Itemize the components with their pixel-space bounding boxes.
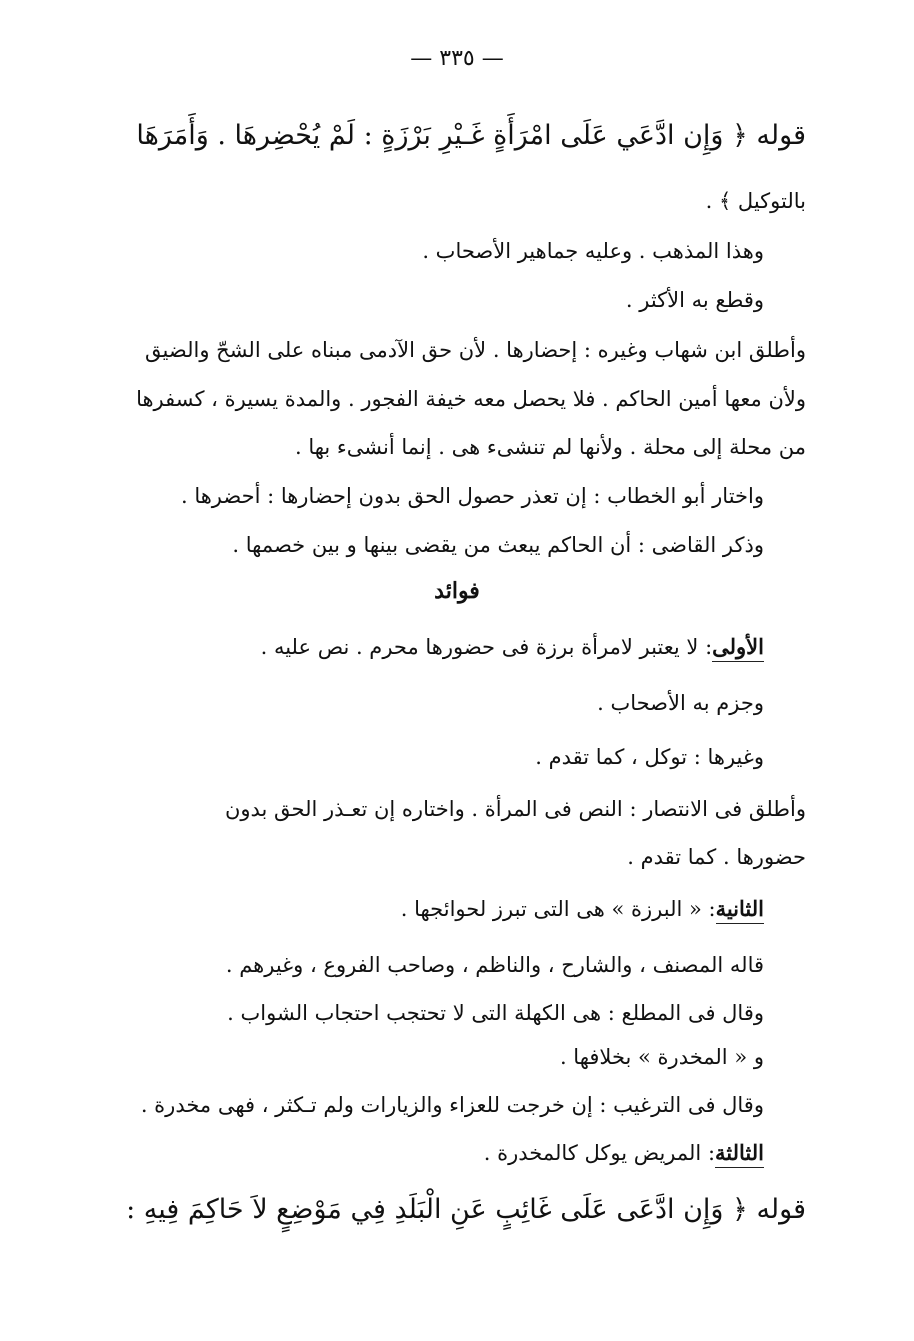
text-line [64, 894, 764, 924]
text-line [64, 632, 764, 662]
text-line: وقطع به الأكثر . [625, 288, 764, 312]
text-line: واختار أبو الخطاب : إن تعذر حصول الحق بدون إحضارها : أحضرها . [180, 484, 764, 508]
text-line: وقال فى المطلع : هى الكهلة التى لا تحتجب احتجاب الشواب . [227, 1001, 764, 1025]
item-label: الثانية [716, 896, 764, 924]
text-line: وأطلق فى الانتصار : النص فى المرأة . واختاره إن تعـذر الحق بدون [224, 797, 806, 821]
item-label: الثالثة [715, 1140, 764, 1168]
text-line: وقال فى الترغيب : إن خرجت للعزاء والزيارات ولم تـكثر ، فهى مخدرة . [140, 1093, 764, 1117]
item-text: : لا يعتبر لامرأة برزة فى حضورها محرم . نص عليه . [260, 635, 713, 659]
text-line: وأطلق ابن شهاب وغيره : إحضارها . لأن حق الآدمى مبناه على الشحّ والضيق [145, 338, 806, 362]
text-line: قوله ﴿ وَإِن ادَّعَي عَلَى امْرَأَةٍ غَـيْرِ بَرْزَةٍ : لَمْ يُحْضِرهَا . وَأَمَرَهَا [136, 120, 806, 151]
item-text: : المريض يوكل كالمخدرة . [483, 1141, 716, 1165]
page-number: — ٣٣٥ — [410, 46, 504, 71]
item-label: الأولى [712, 634, 764, 662]
text-line: حضورها . كما تقدم . [627, 845, 806, 869]
text-line: ولأن معها أمين الحاكم . فلا يحصل معه خيفة الفجور . والمدة يسيرة ، كسفرها [136, 387, 806, 411]
text-line [64, 1138, 764, 1168]
text-line: وجزم به الأصحاب . [597, 691, 764, 715]
text-line: وذكر القاضى : أن الحاكم يبعث من يقضى بينها و بين خصمها . [232, 533, 764, 557]
section-heading: فوائد [434, 578, 480, 604]
text-line: قوله ﴿ وَإِن ادَّعَى عَلَى غَائِبٍ عَنِ الْبَلَدِ فِي مَوْضِعٍ لاَ حَاكِمَ فِيهِ : [126, 1194, 806, 1225]
text-line: وهذا المذهب . وعليه جماهير الأصحاب . [422, 239, 764, 263]
text-line: من محلة إلى محلة . ولأنها لم تنشىء هى . إنما أنشىء بها . [294, 435, 806, 459]
text-line: و « المخدرة » بخلافها . [559, 1045, 764, 1069]
text-line: بالتوكيل ﴾ . [705, 189, 806, 213]
text-line: وغيرها : توكل ، كما تقدم . [535, 745, 764, 769]
text-line: قاله المصنف ، والشارح ، والناظم ، وصاحب الفروع ، وغيرهم . [225, 953, 764, 977]
item-text: : « البرزة » هى التى تبرز لحوائجها . [400, 897, 716, 921]
